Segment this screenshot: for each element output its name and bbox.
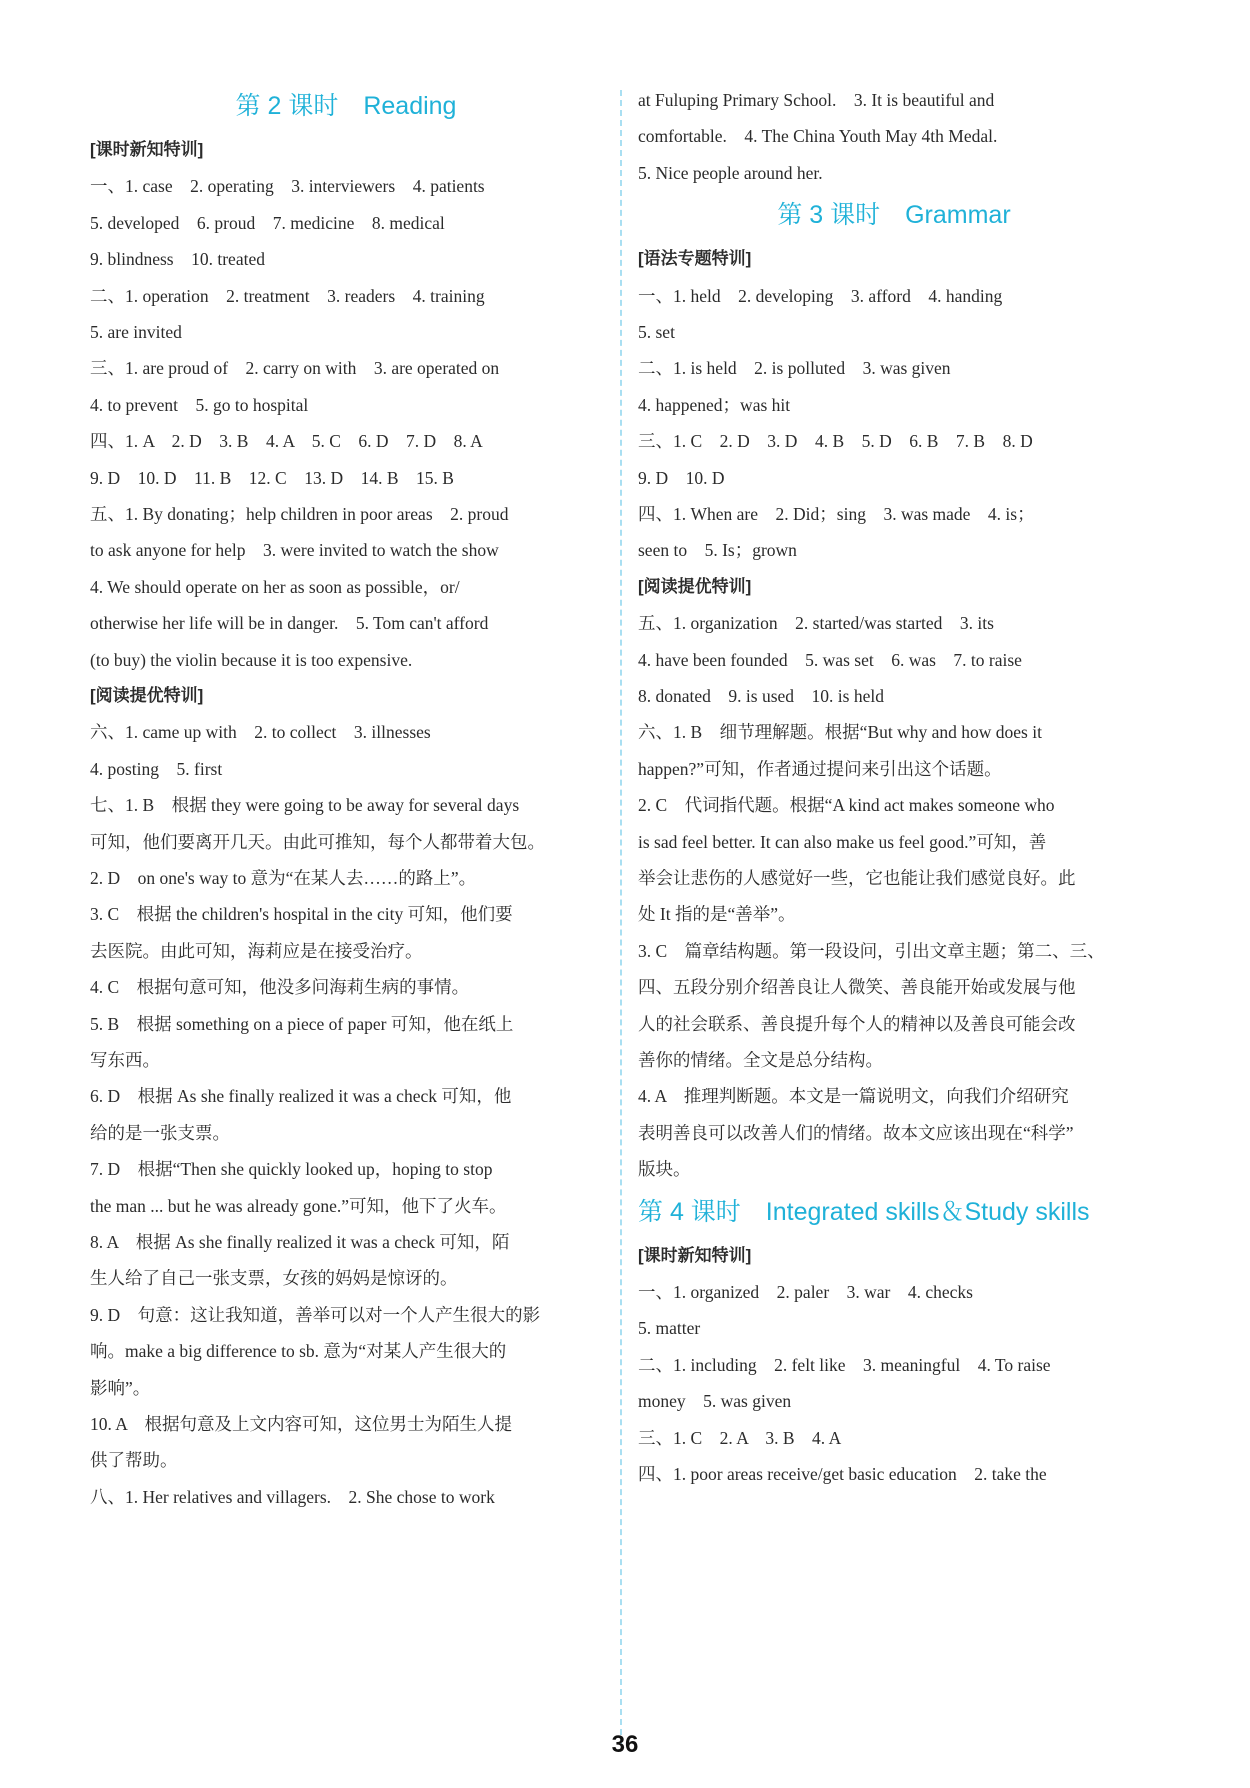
- section-label: [语法专题特训]: [638, 249, 752, 269]
- answer-line: 5. developed 6. proud 7. medicine 8. medical: [90, 212, 445, 233]
- answer-line: 四、1. When are 2. Did；sing 3. was made 4. is；: [638, 504, 1035, 524]
- answer-line: 二、1. operation 2. treatment 3. readers 4. training: [90, 285, 485, 306]
- answer-line: 五、1. organization 2. started/was started 3. its: [638, 613, 994, 634]
- answer-line: 影响”。: [90, 1377, 151, 1398]
- answer-line: the man ... but he was already gone.”可知，他下了火车。: [90, 1195, 507, 1216]
- answer-line: 生人给了自己一张支票，女孩的妈妈是惊讶的。: [90, 1268, 458, 1289]
- answer-line: 可知，他们要离开几天。由此可推知，每个人都带着大包。: [90, 831, 545, 852]
- section-label: [课时新知特训]: [90, 140, 204, 159]
- answer-line: is sad feel better. It can also make us feel good.”可知，善: [638, 831, 1047, 852]
- answer-line: 供了帮助。: [90, 1450, 178, 1471]
- section-heading: 第 3 课时 Grammar: [777, 201, 1011, 230]
- answer-line: 三、1. are proud of 2. carry on with 3. are operated on: [90, 358, 500, 379]
- answer-line: 2. D on one's way to 意为“在某人去……的路上”。: [90, 868, 477, 888]
- answer-line: 3. C 根据 the children's hospital in the city 可知，他们要: [90, 904, 513, 925]
- answer-line: 七、1. B 根据 they were going to be away for several days: [90, 795, 520, 816]
- answer-line: 去医院。由此可知，海莉应是在接受治疗。: [90, 940, 423, 961]
- answer-line: 三、1. C 2. A 3. B 4. A: [638, 1427, 842, 1448]
- answer-line: 四、1. poor areas receive/get basic education 2. take the: [638, 1464, 1047, 1484]
- answer-line: 响。make a big difference to sb. 意为“对某人产生很大的: [90, 1341, 507, 1362]
- answer-line: 5. matter: [638, 1318, 701, 1339]
- answer-line: 处 It 指的是“善举”。: [638, 904, 796, 925]
- answer-line: 3. C 篇章结构题。第一段设问，引出文章主题；第二、三、: [638, 940, 1105, 961]
- answer-line: 8. A 根据 As she finally realized it was a check 可知，陌: [90, 1232, 510, 1252]
- answer-line: 人的社会联系、善良提升每个人的精神以及善良可能会改: [638, 1013, 1076, 1034]
- answer-line: 4. have been founded 5. was set 6. was 7. to raise: [638, 649, 1022, 670]
- answer-line: 8. donated 9. is used 10. is held: [638, 686, 884, 706]
- answer-line: 版块。: [638, 1159, 691, 1180]
- answer-line: 六、1. came up with 2. to collect 3. illnesses: [90, 722, 431, 743]
- answer-line: 9. blindness 10. treated: [90, 249, 265, 270]
- answer-line: 善你的情绪。全文是总分结构。: [638, 1050, 883, 1070]
- answer-line: 7. D 根据“Then she quickly looked up，hoping to stop: [90, 1159, 493, 1180]
- answer-line: otherwise her life will be in danger. 5. Tom can't afford: [90, 613, 489, 634]
- answer-line: 表明善良可以改善人们的情绪。故本文应该出现在“科学”: [638, 1122, 1074, 1143]
- answer-line: 四、1. A 2. D 3. B 4. A 5. C 6. D 7. D 8. A: [90, 431, 483, 452]
- answer-line: 4. to prevent 5. go to hospital: [90, 394, 309, 415]
- answer-line: 一、1. case 2. operating 3. interviewers 4. patients: [90, 176, 485, 197]
- answer-line: 五、1. By donating；help children in poor areas 2. proud: [90, 504, 509, 524]
- section-heading: 第 4 课时 Integrated skills＆Study skills: [638, 1197, 1090, 1226]
- answer-line: at Fuluping Primary School. 3. It is beautiful and: [638, 90, 995, 110]
- answer-line: 5. are invited: [90, 322, 182, 342]
- answer-line: 9. D 句意：这让我知道，善举可以对一个人产生很大的影: [90, 1304, 541, 1325]
- answer-line: 5. Nice people around her.: [638, 162, 823, 183]
- answer-line: 5. B 根据 something on a piece of paper 可知，他在纸上: [90, 1013, 514, 1034]
- answer-line: 一、1. organized 2. paler 3. war 4. checks: [638, 1282, 973, 1302]
- answer-line: to ask anyone for help 3. were invited to watch the show: [90, 540, 499, 561]
- answer-line: 10. A 根据句意及上文内容可知，这位男士为陌生人提: [90, 1414, 512, 1434]
- answer-line: 四、五段分别介绍善良让人微笑、善良能开始或发展与他: [638, 977, 1076, 998]
- answer-line: 八、1. Her relatives and villagers. 2. She chose to work: [90, 1486, 495, 1507]
- answer-line: 9. D 10. D 11. B 12. C 13. D 14. B 15. B: [90, 467, 454, 488]
- answer-line: 6. D 根据 As she finally realized it was a check 可知，他: [90, 1086, 512, 1107]
- answer-line: 4. C 根据句意可知，他没多问海莉生病的事情。: [90, 977, 470, 998]
- section-heading: 第 2 课时 Reading: [235, 92, 457, 120]
- answer-line: 六、1. B 细节理解题。根据“But why and how does it: [638, 722, 1042, 743]
- answer-line: 一、1. held 2. developing 3. afford 4. handing: [638, 285, 1003, 306]
- answer-line: 4. We should operate on her as soon as possible，or/: [90, 576, 460, 597]
- answer-line: 二、1. is held 2. is polluted 3. was given: [638, 358, 951, 379]
- section-label: [阅读提优特训]: [90, 686, 204, 705]
- answer-line: 5. set: [638, 322, 675, 342]
- answer-line: 写东西。: [90, 1050, 160, 1070]
- answer-line: 4. posting 5. first: [90, 758, 223, 779]
- answer-line: 9. D 10. D: [638, 467, 725, 488]
- answer-line: 4. A 推理判断题。本文是一篇说明文，向我们介绍研究: [638, 1086, 1069, 1107]
- answer-line: money 5. was given: [638, 1391, 792, 1412]
- answer-line: comfortable. 4. The China Youth May 4th Medal.: [638, 126, 998, 147]
- answer-line: (to buy) the violin because it is too expensive.: [90, 649, 413, 670]
- section-label: [课时新知特训]: [638, 1245, 752, 1265]
- section-label: [阅读提优特训]: [638, 576, 752, 596]
- answer-line: 4. happened；was hit: [638, 394, 791, 415]
- answer-line: 二、1. including 2. felt like 3. meaningful 4. To raise: [638, 1354, 1051, 1375]
- page-number: 36: [611, 1731, 639, 1758]
- answer-line: 2. C 代词指代题。根据“A kind act makes someone who: [638, 795, 1055, 816]
- answer-line: seen to 5. Is；grown: [638, 540, 797, 561]
- column-divider: [620, 90, 622, 1745]
- answer-line: 给的是一张支票。: [90, 1122, 230, 1143]
- answer-line: happen?”可知，作者通过提问来引出这个话题。: [638, 758, 1002, 779]
- answer-line: 三、1. C 2. D 3. D 4. B 5. D 6. B 7. B 8. D: [638, 431, 1033, 452]
- answer-line: 举会让悲伤的人感觉好一些，它也能让我们感觉良好。此: [638, 868, 1076, 888]
